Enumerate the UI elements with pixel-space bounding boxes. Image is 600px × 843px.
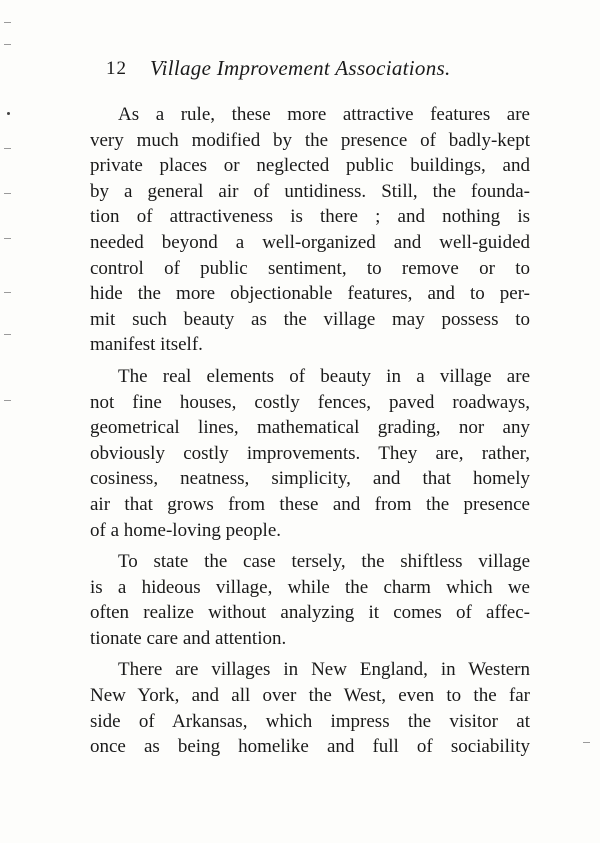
text-line: private places or neglected public buildings, and bbox=[90, 155, 530, 177]
text-line: tion of attractiveness is there ; and nothing is bbox=[90, 206, 530, 228]
scan-mark bbox=[4, 400, 11, 401]
page-header bbox=[106, 58, 496, 88]
text-line: by a general air of untidiness. Still, the founda- bbox=[90, 180, 530, 202]
text-line: The real elements of beauty in a village are bbox=[118, 365, 530, 387]
scan-mark bbox=[4, 238, 11, 239]
text-line: There are villages in New England, in Western bbox=[118, 659, 530, 681]
text-line: side of Arkansas, which impress the visitor at bbox=[90, 710, 530, 732]
scan-mark bbox=[4, 292, 11, 293]
scan-mark bbox=[4, 22, 11, 23]
paragraph bbox=[90, 102, 530, 358]
text-line: geometrical lines, mathematical grading, nor any bbox=[90, 417, 530, 439]
paragraph bbox=[90, 549, 530, 651]
text-line: not fine houses, costly fences, paved roadways, bbox=[90, 391, 530, 413]
text-line: manifest itself. bbox=[90, 334, 203, 356]
paragraph bbox=[90, 657, 530, 759]
scan-mark bbox=[583, 742, 590, 743]
paragraph bbox=[90, 364, 530, 543]
scan-mark bbox=[4, 148, 11, 149]
text-line: needed beyond a well-organized and well-guided bbox=[90, 231, 530, 253]
text-line: control of public sentiment, to remove or to bbox=[90, 257, 530, 279]
scan-mark bbox=[4, 193, 11, 194]
text-line: cosiness, neatness, simplicity, and that homely bbox=[90, 468, 530, 490]
text-line: once as being homelike and full of sociability bbox=[90, 736, 530, 758]
text-line: New York, and all over the West, even to the far bbox=[90, 685, 530, 707]
text-line: tionate care and attention. bbox=[90, 627, 287, 649]
text-line: is a hideous village, while the charm which we bbox=[90, 576, 530, 598]
text-line: To state the case tersely, the shiftless village bbox=[118, 551, 530, 573]
text-line: often realize without analyzing it comes of affec- bbox=[90, 602, 530, 624]
text-line: obviously costly improvements. They are, rather, bbox=[90, 442, 530, 464]
text-line: mit such beauty as the village may possess to bbox=[90, 308, 530, 330]
running-title: Village Improvement Associations. bbox=[150, 56, 451, 80]
page-number: 12 bbox=[106, 58, 127, 79]
scan-mark bbox=[4, 334, 11, 335]
text-line: air that grows from these and from the presence bbox=[90, 493, 530, 515]
scan-mark bbox=[4, 44, 11, 45]
text-line: of a home-loving people. bbox=[90, 519, 282, 541]
text-line: very much modified by the presence of badly-kept bbox=[90, 129, 530, 151]
scan-dot bbox=[7, 112, 10, 115]
text-line: hide the more objectionable features, and to per- bbox=[90, 283, 530, 305]
text-line: As a rule, these more attractive features are bbox=[118, 104, 530, 125]
body-text bbox=[90, 102, 530, 766]
